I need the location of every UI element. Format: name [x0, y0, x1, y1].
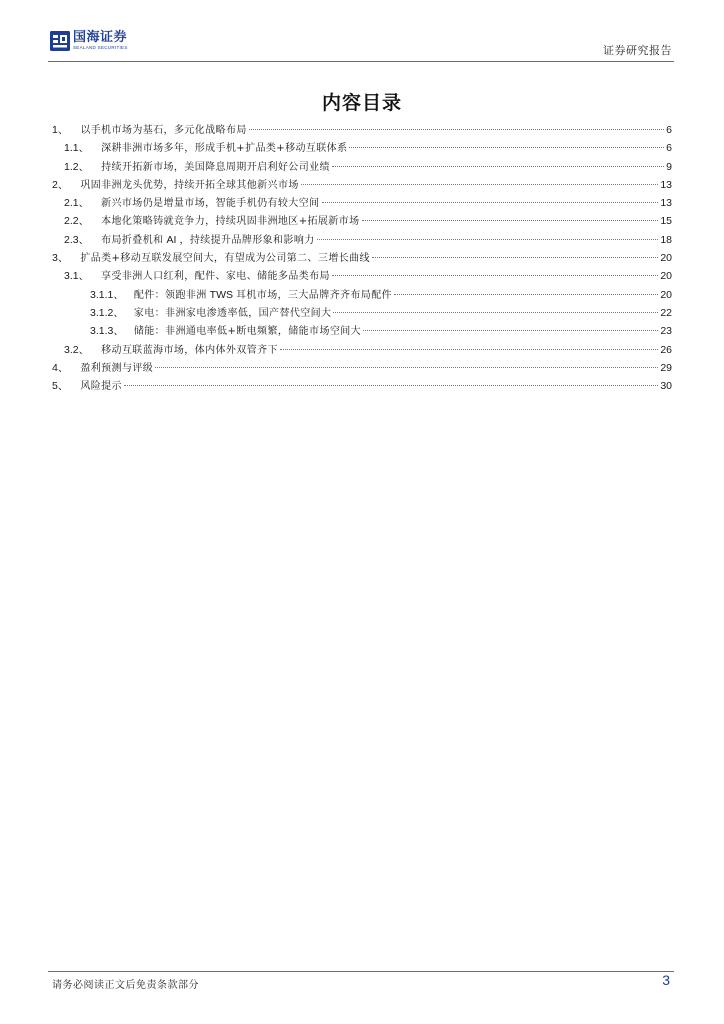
toc-entry-number: 3.1、 [64, 270, 90, 283]
toc-entry[interactable] [52, 176, 672, 194]
toc-dot-leader [394, 294, 658, 295]
toc-entry[interactable] [52, 359, 672, 377]
toc-entry-text: 风险提示 [80, 381, 122, 393]
toc-entry-page: 20 [660, 270, 672, 283]
toc-dot-leader [362, 220, 659, 221]
toc-entry-number: 1.1、 [64, 142, 90, 155]
toc-entry-title [101, 341, 278, 356]
toc-dot-leader [124, 385, 658, 386]
toc-entry-text: 新兴市场仍是增量市场，智能手机仍有较大空间 [101, 198, 320, 210]
toc-entry-page: 13 [660, 197, 672, 210]
toc-entry-latin-term: AI [166, 233, 177, 246]
toc-entry-latin-term: TWS [209, 288, 233, 301]
toc-entry-title [80, 176, 298, 191]
toc-entry-title [101, 194, 319, 209]
toc-entry-number: 3.1.1、 [90, 288, 124, 301]
toc-entry-title [101, 212, 359, 227]
disclaimer-note: 请务必阅读正文后免责条款部分 [52, 980, 199, 991]
toc-entry-page: 26 [660, 343, 672, 356]
toc-entry[interactable] [52, 249, 672, 267]
toc-dot-leader [363, 330, 658, 331]
toc-entry-page: 30 [660, 380, 672, 393]
toc-entry[interactable] [52, 286, 672, 304]
table-of-contents [52, 121, 672, 395]
toc-entry-number: 3.2、 [64, 343, 90, 356]
toc-entry-text: 本地化策略铸就竞争力，持续巩固非洲地区+拓展新市场 [101, 216, 360, 228]
toc-entry-page: 20 [660, 252, 672, 265]
toc-entry[interactable] [52, 304, 672, 322]
toc-entry-text: 深耕非洲市场多年，形成手机+扩品类+移动互联体系 [101, 143, 348, 155]
toc-entry-text: 盈利预测与评级 [80, 362, 154, 374]
toc-entry-title [80, 121, 246, 136]
toc-entry-text: 储能：非洲通电率低+断电频繁，储能市场空间大 [133, 326, 362, 338]
toc-entry-text: 以手机市场为基石，多元化战略布局 [80, 125, 247, 136]
toc-entry[interactable] [52, 121, 672, 139]
report-type-label: 证券研究报告 [603, 44, 672, 57]
toc-entry-title [80, 359, 153, 374]
toc-dot-leader [322, 202, 659, 203]
toc-dot-leader [333, 312, 658, 313]
toc-entry-number: 2.3、 [64, 233, 90, 246]
toc-entry[interactable] [52, 212, 672, 230]
toc-entry-text-continued: 耳机市场，三大品牌齐齐布局配件 [236, 289, 392, 301]
toc-entry-number: 1、 [52, 124, 69, 136]
toc-entry-title [134, 286, 392, 301]
toc-entry-number: 2、 [52, 178, 69, 191]
toc-entry-title [134, 322, 361, 337]
toc-entry-number: 2.1、 [64, 197, 90, 210]
toc-entry[interactable] [52, 139, 672, 157]
toc-entry-text: 享受非洲人口红利，配件、家电、储能多品类布局 [101, 271, 330, 283]
logo-chinese-name: 国海证券 [73, 30, 128, 45]
toc-entry-text: 配件：领跑非洲 [133, 289, 207, 301]
toc-entry-title [80, 249, 370, 264]
toc-entry-page: 6 [666, 142, 672, 155]
toc-entry-title [134, 304, 332, 319]
toc-entry-number: 2.2、 [64, 215, 90, 228]
toc-entry-page: 23 [660, 325, 672, 338]
toc-dot-leader [155, 367, 658, 368]
toc-entry-title [101, 158, 330, 173]
toc-entry-text: 移动互联蓝海市场，体内体外双管齐下 [101, 344, 278, 356]
toc-entry[interactable] [52, 341, 672, 359]
toc-entry-number: 1.2、 [64, 160, 90, 173]
toc-entry-page: 18 [660, 233, 672, 246]
toc-entry-number: 3、 [52, 252, 69, 265]
toc-entry-text: 布局折叠机和 [101, 234, 164, 246]
toc-title: 内容目录 [321, 92, 402, 114]
page-header [48, 28, 674, 62]
toc-entry[interactable] [52, 158, 672, 176]
toc-entry[interactable] [52, 231, 672, 249]
toc-entry-page: 15 [660, 215, 672, 228]
toc-entry-number: 4、 [52, 361, 69, 374]
toc-entry[interactable] [52, 322, 672, 340]
toc-entry-number: 5、 [52, 380, 69, 393]
toc-dot-leader [280, 349, 658, 350]
toc-entry[interactable] [52, 267, 672, 285]
toc-entry-page: 9 [666, 160, 672, 173]
toc-entry-page: 20 [660, 288, 672, 301]
toc-entry-title [101, 231, 315, 246]
toc-dot-leader [301, 184, 659, 185]
toc-entry-number: 3.1.3、 [90, 325, 124, 338]
toc-dot-leader [332, 275, 658, 276]
toc-entry-page: 13 [660, 178, 672, 191]
toc-entry-text: 扩品类+移动互联发展空间大，有望成为公司第二、三增长曲线 [80, 253, 370, 265]
sealand-logo-icon [50, 31, 70, 51]
toc-entry-text: 家电：非洲家电渗透率低，国产替代空间大 [133, 307, 332, 319]
toc-entry-text: 持续开拓新市场，美国降息周期开启利好公司业绩 [101, 161, 330, 173]
toc-entry-page: 22 [660, 306, 672, 319]
toc-entry-text: 巩固非洲龙头优势，持续开拓全球其他新兴市场 [80, 179, 299, 191]
toc-entry-page: 29 [660, 361, 672, 374]
toc-dot-leader [332, 166, 664, 167]
toc-dot-leader [372, 257, 658, 258]
logo-english-name: SEALAND SECURITIES [73, 45, 128, 50]
page-number: 3 [662, 972, 670, 988]
toc-entry-text-continued: ，持续提升品牌形象和影响力 [179, 234, 315, 246]
toc-entry[interactable] [52, 194, 672, 212]
company-logo [50, 31, 128, 51]
toc-dot-leader [349, 147, 664, 148]
toc-dot-leader [317, 239, 659, 240]
footer-divider [48, 971, 674, 972]
toc-entry-page: 6 [666, 124, 672, 136]
toc-entry-number: 3.1.2、 [90, 306, 124, 319]
toc-entry-title [101, 267, 330, 282]
logo-wordmark [73, 31, 128, 51]
header-divider [48, 61, 674, 62]
toc-entry[interactable] [52, 377, 672, 395]
toc-entry-title [80, 377, 122, 392]
toc-dot-leader [249, 129, 664, 130]
toc-entry-title [101, 139, 347, 154]
